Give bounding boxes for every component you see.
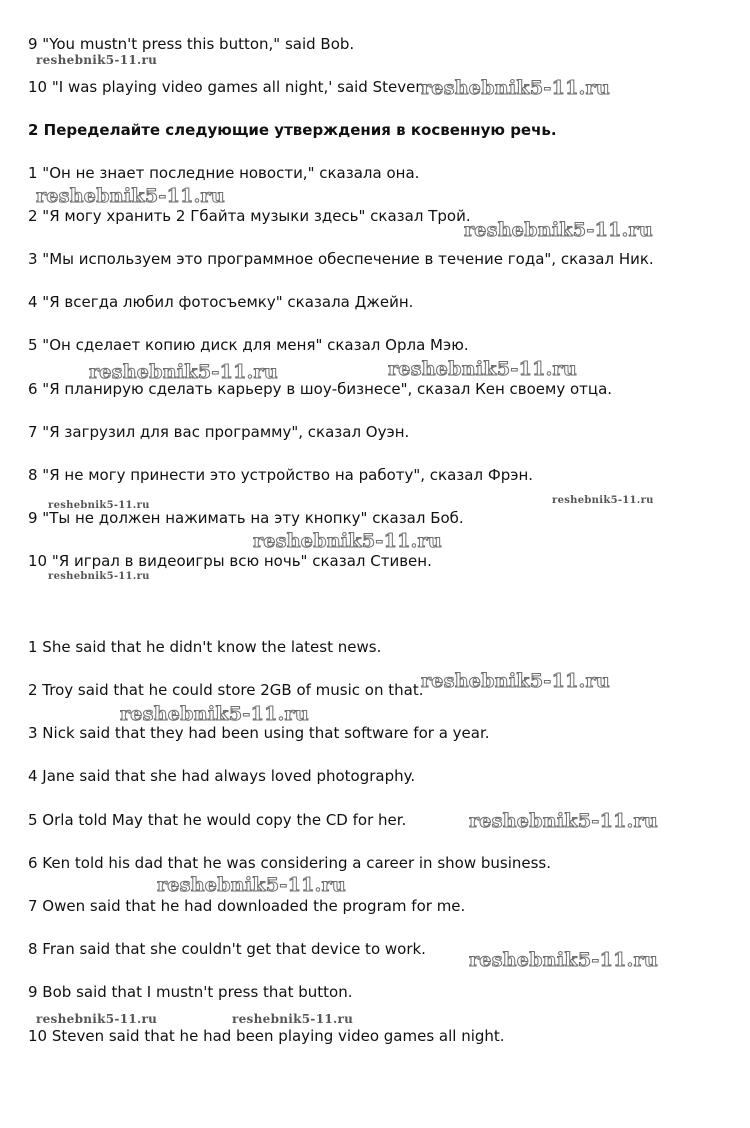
- answer-item: 1 She said that he didn't know the latest news.: [28, 638, 382, 656]
- watermark: reshebnik5-11.ru: [388, 358, 577, 380]
- answer-item: 5 Orla told May that he would copy the CD for her.: [28, 811, 407, 829]
- watermark: reshebnik5-11.ru: [421, 77, 610, 99]
- answer-item: 4 Jane said that she had always loved photography.: [28, 767, 416, 785]
- exercise-item: 7 "Я загрузил для вас программу", сказал Оуэн.: [28, 423, 410, 441]
- answer-item: 10 Steven said that he had been playing video games all night.: [28, 1027, 505, 1045]
- answer-item: 8 Fran said that she couldn't get that device to work.: [28, 940, 426, 958]
- watermark: reshebnik5-11.ru: [469, 810, 658, 832]
- answer-item: 9 Bob said that I mustn't press that button.: [28, 983, 353, 1001]
- exercise-item: 1 "Он не знает последние новости," сказала она.: [28, 164, 420, 182]
- exercise-item: 6 "Я планирую сделать карьеру в шоу-бизнесе", сказал Кен своему отца.: [28, 380, 613, 398]
- watermark: reshebnik5-11.ru: [552, 495, 654, 506]
- answer-item: 6 Ken told his dad that he was considering a career in show business.: [28, 854, 552, 872]
- watermark: reshebnik5-11.ru: [48, 500, 150, 511]
- watermark: reshebnik5-11.ru: [421, 670, 610, 692]
- watermark: reshebnik5-11.ru: [253, 530, 442, 552]
- watermark: reshebnik5-11.ru: [89, 361, 278, 383]
- watermark: reshebnik5-11.ru: [36, 185, 225, 207]
- answer-item: 3 Nick said that they had been using that software for a year.: [28, 724, 490, 742]
- watermark: reshebnik5-11.ru: [36, 1012, 158, 1026]
- watermark: reshebnik5-11.ru: [48, 571, 150, 582]
- watermark: reshebnik5-11.ru: [157, 874, 346, 896]
- section-heading: 2 Переделайте следующие утверждения в косвенную речь.: [28, 121, 557, 139]
- answer-item: 2 Troy said that he could store 2GB of music on that.: [28, 681, 424, 699]
- watermark: reshebnik5-11.ru: [232, 1012, 354, 1026]
- exercise-item: 5 "Он сделает копию диск для меня" сказал Орла Мэю.: [28, 336, 469, 354]
- exercise-item: 2 "Я могу хранить 2 Гбайта музыки здесь" сказал Трой.: [28, 207, 471, 225]
- watermark: reshebnik5-11.ru: [36, 53, 158, 67]
- answer-item: 7 Owen said that he had downloaded the program for me.: [28, 897, 466, 915]
- watermark: reshebnik5-11.ru: [469, 949, 658, 971]
- watermark: reshebnik5-11.ru: [464, 219, 653, 241]
- exercise-item: 10 "Я играл в видеоигры всю ночь" сказал Стивен.: [28, 552, 432, 570]
- exercise-item: 10 "I was playing video games all night,' said Steven: [28, 78, 425, 96]
- exercise-item: 9 "You mustn't press this button," said Bob.: [28, 35, 355, 53]
- exercise-item: 3 "Мы используем это программное обеспечение в течение года", сказал Ник.: [28, 250, 654, 268]
- exercise-item: 8 "Я не могу принести это устройство на работу", сказал Фрэн.: [28, 466, 534, 484]
- exercise-item: 4 "Я всегда любил фотосъемку" сказала Джейн.: [28, 293, 414, 311]
- exercise-item: 9 "Ты не должен нажимать на эту кнопку" сказал Боб.: [28, 509, 464, 527]
- watermark: reshebnik5-11.ru: [120, 703, 309, 725]
